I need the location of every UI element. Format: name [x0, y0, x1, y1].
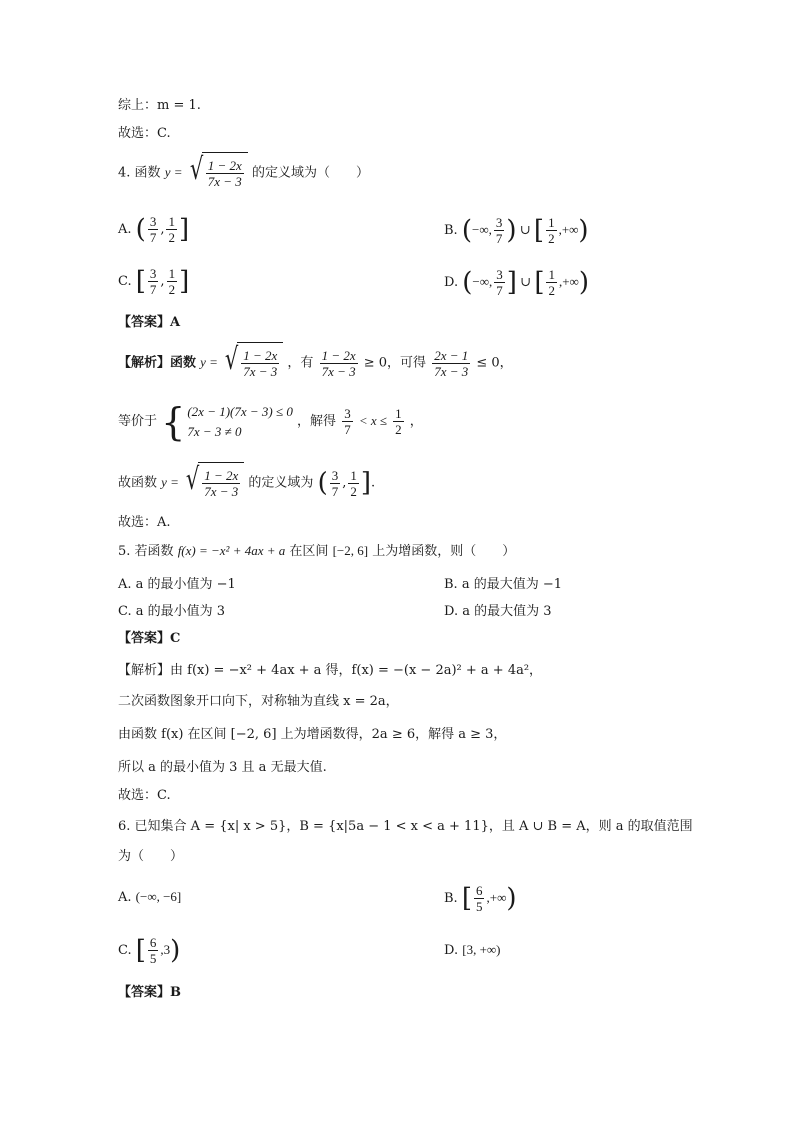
q4-answer: 【答案】A [118, 315, 181, 330]
q5-analysis-2: 二次函数图象开口向下，对称轴为直线 x = 2a， [118, 694, 399, 709]
choose-line-prev: 故选：C. [118, 126, 171, 141]
q5-option-c: C. a 的最小值为 3 [118, 604, 226, 619]
summary-line: 综上：m = 1. [118, 98, 201, 113]
q6-option-a: A. (−∞, −6] [118, 889, 182, 905]
q5-analysis-4: 所以 a 的最小值为 3 且 a 无最大值. [118, 760, 327, 775]
q5-analysis-1: 【解析】由 f(x) = −x² + 4ax + a 得，f(x) = −(x − 2a)² + a + 4a²， [118, 663, 543, 678]
q5-option-a: A. a 的最小值为 −1 [118, 577, 236, 592]
q6-stem-2: 为（ ） [118, 849, 184, 864]
q5-option-b: B. a 的最大值为 −1 [444, 577, 562, 592]
q5-choose: 故选：C. [118, 788, 171, 803]
q6-answer: 【答案】B [118, 985, 181, 1000]
q4-y: y = [164, 164, 183, 180]
q4-analysis-1: 【解析】函数 y = √ $\frac{1 - 2x}{7x - 3}$ ，有 $\frac{1 - 2x}{7x - 3}$ ≥ 0，可得 $\frac{2x - 1}{7x - 3}$ ≤ 0， [118, 342, 513, 384]
q5-analysis-3: 由函数 f(x) 在区间 [−2, 6] 上为增函数得，2a ≥ 6，解得 a ≥ 3， [118, 727, 507, 742]
q6-option-d: D. [3, +∞) [444, 942, 501, 958]
q4-option-a: A. ( $\frac{3}{7}$ , $\frac{1}{2}$ ] [118, 214, 190, 245]
q4-suffix: 的定义域为（ ） [251, 165, 369, 181]
q4-sqrt [187, 152, 248, 194]
system-brace: { (2x − 1)(7x − 3) ≤ 0 7x − 3 ≠ 0 [161, 399, 293, 444]
q4-number: 4. 函数 [118, 165, 161, 181]
q4-option-d: D. (−∞, $\frac{3}{7}$ ] ∪ [ $\frac{1}{2}$ ,+∞) [444, 267, 589, 298]
q4-analysis-3: 故函数 y = √ $\frac{1 - 2x}{7x - 3}$ 的定义域为 ( $\frac{3}{7}$ , $\frac{1}{2}$ ]. [118, 462, 375, 504]
q4-option-c: C. [ $\frac{3}{7}$ , $\frac{1}{2}$ ] [118, 266, 190, 297]
q4-stem [118, 152, 369, 194]
q5-answer: 【答案】C [118, 631, 181, 646]
q4-choose: 故选：A. [118, 515, 171, 530]
radical-sign: √ [189, 152, 203, 187]
q6-option-c: C. [ $\frac{6}{5}$ ,3) [118, 935, 181, 966]
q6-stem-1: 6. 已知集合 A = {x| x > 5}，B = {x|5a − 1 < x < a + 11}，且 A ∪ B = A，则 a 的取值范围 [118, 819, 693, 834]
q5-stem: 5. 若函数 f(x) = −x² + 4ax + a 在区间 [−2, 6] 上为增函数，则（ ） [118, 543, 516, 559]
q5-option-d: D. a 的最大值为 3 [444, 604, 552, 619]
q4-analysis-2: 等价于 { (2x − 1)(7x − 3) ≤ 0 7x − 3 ≠ 0 ，解得 $\frac{3}{7}$ < x ≤ $\frac{1}{2}$ ， [118, 399, 423, 444]
q4-option-b: B. (−∞, $\frac{3}{7}$ ) ∪ [ $\frac{1}{2}$ ,+∞) [444, 215, 589, 246]
q4-fraction: $\frac{1 - 2x}{7x - 3}$ [207, 158, 242, 189]
q6-option-b: B. [ $\frac{6}{5}$ ,+∞) [444, 883, 517, 914]
